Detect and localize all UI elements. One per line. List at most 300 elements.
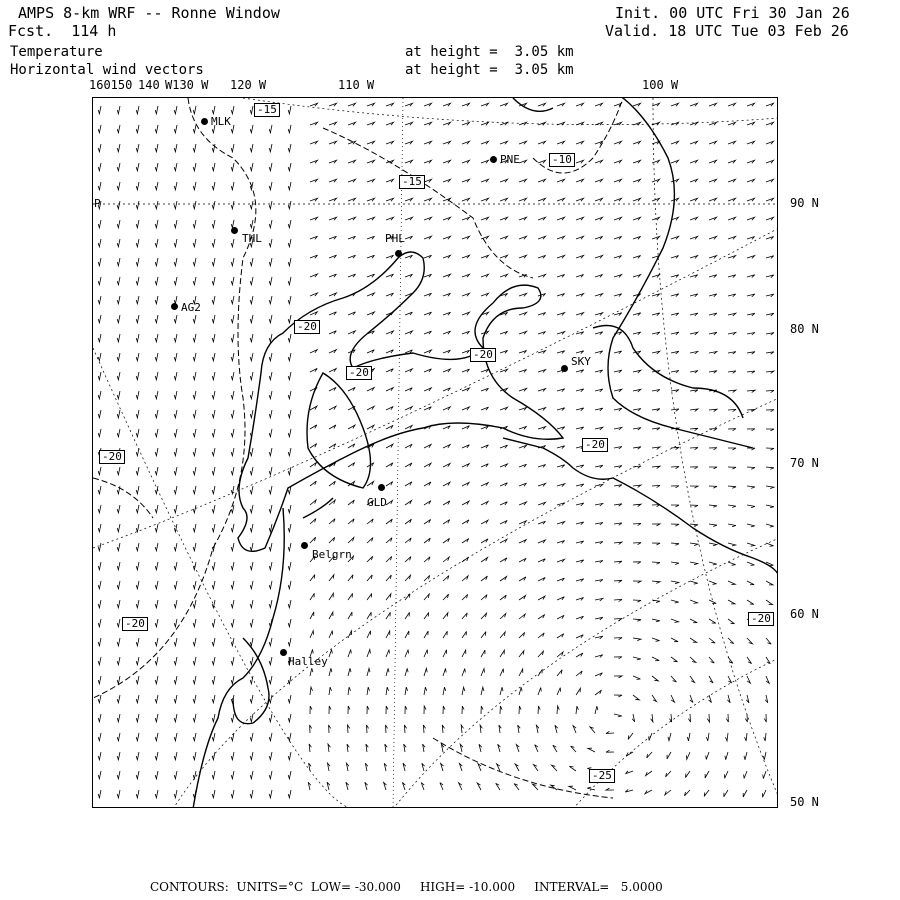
wind-vector — [690, 448, 698, 450]
wind-vector — [329, 668, 332, 676]
wind-vector — [443, 369, 450, 372]
wind-vector — [250, 524, 253, 532]
wind-vector — [595, 561, 603, 564]
contour-label: -15 — [254, 103, 280, 117]
wind-vector — [633, 543, 641, 545]
wind-vector — [519, 331, 527, 334]
wind-vector — [765, 695, 768, 703]
wind-vector — [595, 673, 602, 676]
wind-vector — [538, 217, 546, 220]
wind-vector — [707, 714, 709, 722]
wind-vector — [671, 447, 679, 449]
wind-vector — [519, 540, 526, 543]
wind-vector — [348, 538, 354, 544]
wind-vector — [405, 594, 410, 600]
contour-label: -20 — [122, 617, 148, 631]
wind-vector — [462, 687, 465, 695]
wind-vector — [329, 649, 332, 657]
init-time: Init. 00 UTC Fri 30 Jan 26 — [615, 4, 850, 22]
wind-vector — [595, 198, 603, 201]
wind-vector — [231, 714, 234, 722]
wind-vector — [367, 706, 369, 714]
wind-vector — [329, 519, 335, 524]
map-canvas — [93, 98, 778, 808]
wind-vector — [367, 255, 375, 258]
wind-vector — [117, 600, 120, 608]
wind-vector — [98, 144, 101, 152]
wind-vector — [633, 122, 641, 125]
wind-vector — [155, 296, 158, 304]
wind-vector — [538, 294, 546, 297]
wind-vector — [174, 714, 177, 722]
wind-vector — [747, 600, 754, 604]
wind-vector — [367, 631, 371, 638]
wind-vector — [98, 220, 101, 228]
wind-vector — [212, 410, 215, 418]
wind-vector — [557, 652, 563, 657]
wind-vector — [231, 353, 234, 361]
wind-vector — [403, 763, 406, 771]
wind-vector — [614, 256, 622, 259]
wind-vector — [193, 429, 196, 437]
pole-label: P — [94, 197, 101, 210]
wind-vector — [386, 482, 393, 486]
wind-vector — [367, 482, 374, 487]
wind-vector — [481, 388, 489, 391]
lon-label: 120 W — [230, 78, 267, 92]
wind-vector — [98, 752, 101, 760]
wind-vector — [576, 635, 583, 638]
wind-vector — [174, 239, 177, 247]
wind-vector — [671, 236, 679, 239]
wind-vector — [404, 725, 406, 733]
wind-vector — [288, 220, 291, 228]
wind-vector — [576, 706, 578, 714]
wind-vector — [728, 313, 736, 316]
wind-vector — [136, 676, 139, 684]
wind-vector — [481, 141, 489, 144]
wind-vector — [538, 596, 545, 600]
wind-vector — [519, 217, 527, 220]
wind-vector — [424, 444, 431, 448]
wind-vector — [98, 695, 101, 703]
wind-vector — [747, 198, 755, 201]
wind-vector — [443, 706, 445, 714]
wind-vector — [117, 258, 120, 266]
wind-vector — [500, 217, 508, 220]
wind-vector — [690, 695, 693, 703]
wind-vector — [405, 444, 412, 448]
wind-vector — [269, 410, 272, 418]
wind-vector — [519, 669, 523, 676]
wind-vector — [405, 160, 413, 163]
wind-vector — [288, 353, 291, 361]
wind-vector — [500, 141, 508, 144]
wind-vector — [557, 198, 565, 201]
wind-vector — [690, 332, 698, 335]
wind-vector — [538, 483, 546, 486]
wind-vector — [367, 725, 369, 733]
wind-vector — [766, 657, 770, 664]
wind-vector — [386, 274, 394, 277]
wind-vector — [98, 676, 101, 684]
wind-vector — [329, 198, 337, 201]
wind-vector — [443, 331, 451, 334]
wind-vector — [329, 217, 337, 220]
wind-vector — [117, 524, 120, 532]
wind-vector — [193, 163, 196, 171]
wind-vector — [231, 771, 234, 779]
wind-vector — [462, 293, 470, 296]
wind-vector — [500, 577, 507, 582]
wind-vector — [329, 331, 336, 334]
wind-vector — [652, 428, 660, 430]
wind-vector — [766, 217, 774, 220]
wind-vector — [117, 277, 120, 285]
wind-vector — [557, 484, 565, 487]
wind-vector — [614, 160, 622, 163]
wind-vector — [193, 106, 196, 114]
wind-vector — [310, 406, 317, 410]
wind-vector — [348, 331, 355, 334]
wind-vector — [728, 467, 736, 469]
wind-vector — [117, 676, 120, 684]
wind-vector — [98, 315, 101, 323]
wind-vector — [557, 103, 565, 106]
wind-vector — [329, 687, 332, 695]
wind-vector — [500, 539, 507, 543]
wind-vector — [250, 353, 253, 361]
wind-vector — [367, 236, 375, 239]
wind-vector — [652, 390, 660, 393]
wind-vector — [348, 612, 352, 619]
wind-vector — [98, 714, 101, 722]
wind-vector — [595, 523, 603, 526]
wind-vector — [288, 600, 291, 608]
wind-vector — [500, 706, 502, 714]
wind-vector — [709, 332, 717, 335]
wind-vector — [424, 350, 431, 353]
wind-vector — [193, 752, 196, 760]
wind-vector — [728, 141, 736, 144]
wind-vector — [402, 782, 405, 790]
wind-vector — [652, 198, 660, 201]
wind-vector — [538, 122, 546, 125]
wind-vector — [212, 733, 215, 741]
wind-vector — [155, 448, 158, 456]
wind-vector — [481, 103, 489, 106]
wind-vector — [155, 467, 158, 475]
wind-vector — [764, 733, 766, 741]
wind-vector — [462, 613, 467, 619]
wind-vector — [459, 783, 462, 790]
wind-vector — [136, 372, 139, 380]
wind-vector — [367, 312, 374, 315]
wind-vector — [288, 125, 291, 133]
wind-vector — [288, 315, 291, 323]
wind-vector — [250, 391, 253, 399]
wind-vector — [500, 632, 505, 638]
wind-vector — [117, 429, 120, 437]
wind-vector — [652, 505, 660, 507]
wind-vector — [690, 122, 698, 125]
wind-vector — [424, 538, 430, 543]
wind-vector — [117, 201, 120, 209]
wind-vector — [288, 581, 291, 589]
wind-vector — [647, 752, 652, 758]
wind-vector — [462, 331, 470, 334]
wind-vector — [766, 237, 774, 240]
wind-vector — [690, 638, 697, 642]
wind-vector — [690, 562, 698, 565]
wind-vector — [367, 141, 375, 144]
wind-vector — [443, 350, 450, 353]
wind-vector — [348, 687, 351, 695]
wind-vector — [652, 638, 660, 641]
wind-vector — [193, 562, 196, 570]
wind-vector — [671, 294, 679, 297]
wind-vector — [136, 714, 139, 722]
wind-vector — [614, 561, 622, 563]
wind-vector — [709, 486, 717, 488]
wind-vector — [519, 502, 526, 505]
wind-vector — [231, 543, 234, 551]
wind-vector — [690, 409, 698, 411]
wind-vector — [724, 771, 728, 778]
wind-vector — [557, 332, 565, 335]
wind-vector — [690, 217, 698, 220]
wind-vector — [212, 277, 215, 285]
wind-vector — [443, 557, 449, 562]
wind-vector — [685, 790, 691, 796]
wind-vector — [555, 725, 558, 733]
wind-vector — [155, 771, 158, 779]
wind-vector — [481, 539, 488, 543]
wind-vector — [481, 179, 489, 182]
wind-vector — [117, 505, 120, 513]
wind-vector — [595, 465, 603, 468]
wind-vector — [500, 255, 508, 258]
wind-vector — [633, 409, 641, 412]
wind-vector — [462, 141, 470, 144]
wind-vector — [652, 485, 660, 487]
wind-vector — [633, 198, 641, 201]
wind-vector — [614, 466, 622, 469]
wind-vector — [136, 695, 139, 703]
wind-vector — [462, 482, 469, 486]
wind-vector — [174, 220, 177, 228]
wind-vector — [231, 600, 234, 608]
wind-vector — [193, 353, 196, 361]
wind-vector — [595, 103, 603, 106]
wind-vector — [155, 505, 158, 513]
wind-vector — [155, 714, 158, 722]
wind-vector — [329, 179, 337, 182]
wind-vector — [424, 594, 429, 600]
wind-vector — [155, 391, 158, 399]
wind-vector — [212, 524, 215, 532]
wind-vector — [576, 541, 584, 544]
wind-vector — [384, 763, 387, 771]
wind-vector — [231, 106, 234, 114]
wind-vector — [632, 714, 635, 722]
wind-vector — [212, 790, 215, 798]
lon-label: 100 W — [642, 78, 679, 92]
wind-vector — [519, 236, 527, 239]
wind-vector — [405, 519, 411, 524]
wind-vector — [231, 163, 234, 171]
wind-vector — [193, 524, 196, 532]
wind-vector — [367, 350, 374, 353]
wind-vector — [500, 198, 508, 201]
wind-vector — [269, 372, 272, 380]
wind-vector — [348, 122, 356, 125]
wind-vector — [310, 387, 317, 391]
wind-vector — [477, 783, 481, 790]
wind-vector — [117, 467, 120, 475]
wind-vector — [288, 448, 291, 456]
wind-vector — [117, 220, 120, 228]
wind-vector — [516, 745, 519, 753]
contour-label: -25 — [589, 769, 615, 783]
wind-vector — [422, 763, 425, 771]
wind-vector — [136, 581, 139, 589]
wind-vector — [117, 638, 120, 646]
wind-vector — [766, 179, 774, 182]
wind-vector — [250, 505, 253, 513]
wind-vector — [250, 334, 253, 342]
wind-vector — [462, 669, 465, 677]
wind-vector — [614, 657, 622, 659]
station-label: AG2 — [181, 301, 201, 314]
wind-vector — [633, 275, 641, 278]
wind-vector — [174, 429, 177, 437]
wind-vector — [348, 519, 354, 524]
wind-vector — [747, 103, 755, 106]
wind-vector — [687, 733, 690, 741]
wind-vector — [614, 504, 622, 506]
wind-vector — [576, 484, 584, 487]
wind-vector — [569, 766, 576, 771]
wind-vector — [671, 676, 676, 682]
wind-vector — [98, 372, 101, 380]
wind-vector — [536, 725, 539, 733]
wind-vector — [633, 370, 641, 373]
wind-vector — [328, 763, 331, 771]
wind-vector — [386, 687, 389, 695]
wind-vector — [500, 595, 506, 600]
wind-vector — [728, 179, 736, 182]
wind-vector — [443, 274, 451, 277]
wind-vector — [250, 581, 253, 589]
wind-vector — [155, 163, 158, 171]
wind-vector — [557, 179, 565, 182]
station-marker — [171, 303, 178, 310]
wind-vector — [538, 389, 546, 392]
wind-vector — [652, 562, 660, 564]
wind-vector — [481, 669, 485, 676]
wind-vector — [500, 558, 507, 562]
contour-label: -20 — [346, 366, 372, 380]
wind-vector — [709, 179, 717, 182]
wind-vector — [709, 160, 717, 163]
station-marker — [395, 250, 402, 257]
wind-vector — [136, 600, 139, 608]
wind-vector — [671, 695, 675, 702]
wind-vector — [231, 144, 234, 152]
wind-vector — [614, 427, 622, 430]
wind-vector — [288, 771, 291, 779]
wind-vector — [269, 182, 272, 190]
wind-vector — [671, 486, 679, 488]
wind-vector — [763, 771, 766, 779]
wind-vector — [747, 543, 755, 546]
wind-vector — [633, 562, 641, 564]
wind-vector — [519, 483, 527, 486]
wind-vector — [709, 505, 717, 507]
wind-vector — [231, 657, 234, 665]
wind-vector — [367, 179, 375, 182]
wind-vector — [500, 445, 508, 448]
wind-vector — [98, 429, 101, 437]
wind-vector — [690, 600, 698, 603]
wind-vector — [728, 676, 732, 683]
wind-vector — [481, 650, 485, 657]
wind-vector — [652, 313, 660, 316]
wind-vector — [443, 122, 451, 125]
wind-vector — [519, 388, 527, 391]
wind-vector — [269, 296, 272, 304]
wind-vector — [98, 600, 101, 608]
wind-vector — [348, 293, 355, 296]
wind-vector — [136, 353, 139, 361]
wind-vector — [728, 562, 736, 565]
wind-vector — [424, 293, 432, 296]
wind-vector — [557, 670, 562, 676]
wind-vector — [709, 562, 717, 565]
wind-vector — [576, 255, 584, 258]
wind-vector — [329, 236, 337, 239]
wind-vector — [155, 790, 158, 798]
station-marker — [231, 227, 238, 234]
wind-vector — [424, 160, 432, 163]
wind-vector — [348, 463, 355, 467]
wind-vector — [443, 482, 450, 486]
wind-vector — [766, 122, 774, 125]
wind-vector — [728, 256, 736, 259]
wind-vector — [649, 733, 652, 741]
wind-vector — [557, 688, 561, 695]
wind-vector — [288, 524, 291, 532]
wind-vector — [117, 163, 120, 171]
wind-vector — [117, 562, 120, 570]
wind-vector — [155, 429, 158, 437]
wind-vector — [443, 103, 451, 106]
wind-vector — [424, 482, 431, 486]
wind-vector — [519, 577, 526, 581]
wind-vector — [614, 542, 622, 544]
wind-vector — [269, 334, 272, 342]
wind-vector — [386, 103, 394, 106]
wind-vector — [367, 538, 373, 543]
wind-vector — [231, 581, 234, 589]
wind-vector — [443, 687, 446, 695]
wind-vector — [462, 426, 469, 429]
wind-vector — [174, 581, 177, 589]
wind-vector — [728, 581, 735, 585]
wind-vector — [98, 277, 101, 285]
wind-vector — [538, 688, 541, 696]
